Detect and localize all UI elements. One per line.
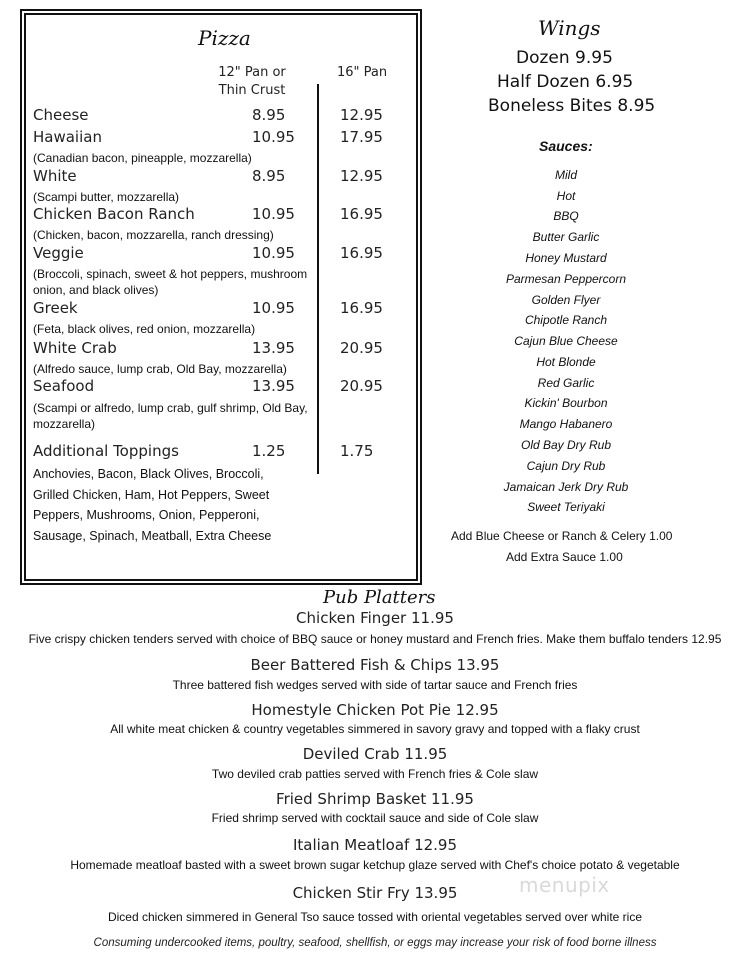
platter-name: Homestyle Chicken Pot Pie 12.95 (251, 701, 499, 719)
pizza-item-price-large: 16.95 (340, 299, 383, 317)
pizza-item-price-large: 12.95 (340, 106, 383, 124)
sauce-item: Parmesan Peppercorn (505, 272, 627, 286)
sauce-item: Kickin' Bourbon (524, 396, 608, 410)
sauce-item: Mild (554, 168, 577, 182)
sauce-item: Hot (556, 189, 576, 203)
sauce-item: Sweet Teriyaki (527, 500, 605, 514)
sauce-item: BBQ (553, 209, 579, 223)
pizza-item-description: (Canadian bacon, pineapple, mozzarella) (33, 151, 252, 165)
pizza-item-name: Greek (33, 299, 78, 317)
sauce-item: Golden Flyer (531, 293, 601, 307)
pizza-item-name: Seafood (33, 377, 95, 395)
pizza-item-price-small: 8.95 (252, 167, 286, 185)
sauces-title: Sauces: (539, 138, 593, 154)
platter-description: Homemade meatloaf basted with a sweet brown sugar ketchup glaze served with Chef's choice potato & vegetable (70, 858, 680, 872)
pizza-item-price-large: 17.95 (340, 128, 383, 146)
pizza-item-description: (Scampi or alfredo, lump crab, gulf shrimp, Old Bay, mozzarella) (33, 401, 308, 431)
wings-price-line: Half Dozen 6.95 (497, 72, 634, 92)
pizza-item-name: Chicken Bacon Ranch (33, 205, 195, 223)
toppings-price-large: 1.75 (340, 442, 374, 460)
toppings-price-small: 1.25 (252, 442, 286, 460)
pizza-item-description: (Chicken, bacon, mozzarella, ranch dressing) (33, 228, 274, 242)
wings-title: Wings (538, 16, 601, 40)
pizza-item-price-small: 10.95 (252, 128, 295, 146)
sauce-item: Cajun Dry Rub (526, 459, 606, 473)
pizza-col-large-header: 16" Pan (336, 65, 388, 80)
pizza-item-name: White (33, 167, 77, 185)
pizza-item-price-small: 13.95 (252, 339, 295, 357)
wings-extra: Add Blue Cheese or Ranch & Celery 1.00 (451, 529, 673, 543)
pizza-item-price-large: 16.95 (340, 244, 383, 262)
pizza-item-price-large: 20.95 (340, 339, 383, 357)
platter-name: Fried Shrimp Basket 11.95 (276, 790, 474, 808)
wings-price-line: Dozen 9.95 (516, 48, 613, 68)
pizza-item-description: (Scampi butter, mozzarella) (33, 190, 180, 204)
platter-description: Five crispy chicken tenders served with choice of BBQ sauce or honey mustard and French fries. Make them buffalo tenders 12.95 (28, 632, 722, 646)
platter-name: Beer Battered Fish & Chips 13.95 (250, 656, 500, 674)
toppings-heading: Additional Toppings (33, 442, 179, 460)
pizza-item-price-small: 10.95 (252, 244, 295, 262)
pizza-title: Pizza (198, 26, 251, 50)
platter-name: Chicken Stir Fry 13.95 (292, 884, 458, 902)
pizza-item-price-large: 20.95 (340, 377, 383, 395)
pizza-item-description: (Feta, black olives, red onion, mozzarella) (33, 322, 256, 336)
sauce-item: Chipotle Ranch (524, 313, 608, 327)
platter-description: Three battered fish wedges served with side of tartar sauce and French fries (172, 678, 578, 692)
toppings-list: Anchovies, Bacon, Black Olives, Broccoli, Grilled Chicken, Ham, Hot Peppers, Sweet Peppers, Mushrooms, Onion, Pepperoni, Sausage, Spinach, Meatball, Extra Cheese (33, 467, 272, 543)
pizza-item-price-small: 8.95 (252, 106, 286, 124)
sauce-item: Jamaican Jerk Dry Rub (503, 480, 629, 494)
sauce-item: Butter Garlic (532, 230, 600, 244)
pizza-item-name: Cheese (33, 106, 89, 124)
pizza-item-name: White Crab (33, 339, 117, 357)
pizza-col-small-line1: 12" Pan or (218, 65, 286, 80)
food-safety-disclaimer: Consuming undercooked items, poultry, seafood, shellfish, or eggs may increase your risk of food borne illness (93, 937, 657, 949)
wings-price-line: Boneless Bites 8.95 (488, 96, 656, 116)
pizza-item-price-small: 10.95 (252, 299, 295, 317)
platter-description: Two deviled crab patties served with French fries & Cole slaw (211, 767, 539, 781)
platter-name: Chicken Finger 11.95 (296, 609, 454, 627)
sauce-item: Old Bay Dry Rub (520, 438, 612, 452)
watermark: menupix (519, 873, 610, 897)
pizza-item-price-large: 16.95 (340, 205, 383, 223)
pizza-item-name: Hawaiian (33, 128, 102, 146)
platter-description: All white meat chicken & country vegetables simmered in savory gravy and topped with a flaky crust (110, 722, 640, 736)
pizza-item-description: (Alfredo sauce, lump crab, Old Bay, mozzarella) (33, 362, 287, 376)
pizza-col-small-header (212, 64, 292, 100)
platter-name: Italian Meatloaf 12.95 (292, 836, 458, 854)
wings-extra: Add Extra Sauce 1.00 (506, 550, 623, 564)
platters-title: Pub Platters (323, 587, 436, 608)
pizza-col-small-line2: Thin Crust (218, 83, 286, 98)
sauce-item: Hot Blonde (536, 355, 596, 369)
pizza-item-description: (Broccoli, spinach, sweet & hot peppers, mushroom onion, and black olives) (33, 267, 308, 297)
sauce-item: Red Garlic (537, 376, 595, 390)
sauce-item: Cajun Blue Cheese (514, 334, 618, 348)
pizza-item-price-small: 13.95 (252, 377, 295, 395)
platter-description: Fried shrimp served with cocktail sauce and side of Cole slaw (211, 811, 539, 825)
pizza-item-price-large: 12.95 (340, 167, 383, 185)
platter-name: Deviled Crab 11.95 (302, 745, 448, 763)
sauce-item: Mango Habanero (519, 417, 613, 431)
pizza-item-price-small: 10.95 (252, 205, 295, 223)
platter-description: Diced chicken simmered in General Tso sauce tossed with oriental vegetables served over white rice (107, 910, 643, 924)
pizza-item-name: Veggie (33, 244, 84, 262)
sauce-item: Honey Mustard (525, 251, 607, 265)
